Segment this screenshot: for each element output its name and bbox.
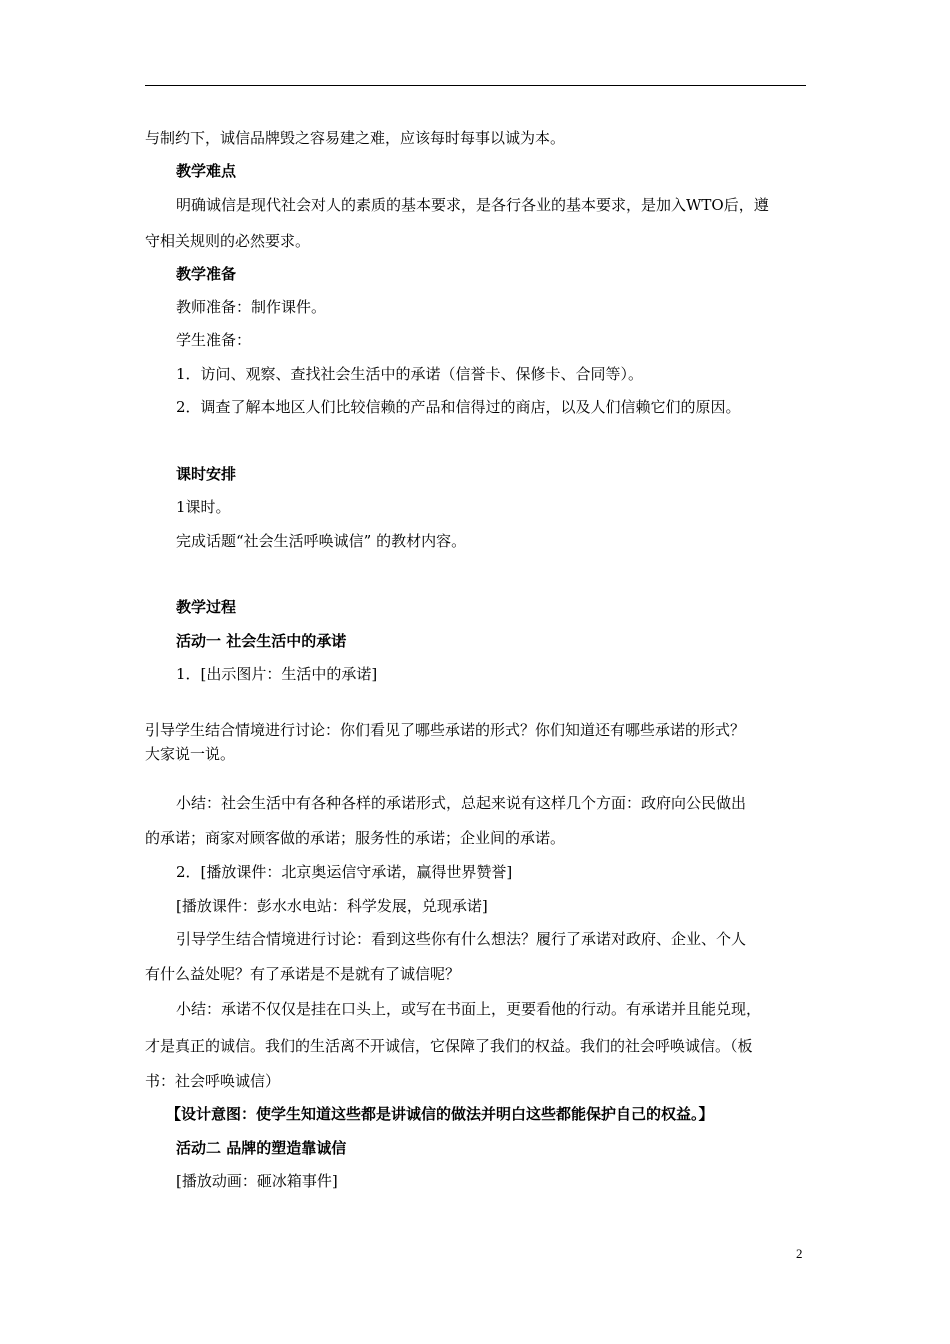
text-line: 才是真正的诚信。我们的生活离不开诚信，它保障了我们的权益。我们的社会呼唤诚信。（板 bbox=[145, 1037, 753, 1055]
text-line: 与制约下，诚信品牌毁之容易建之难，应该每时每事以诚为本。 bbox=[145, 129, 566, 147]
design-intent: 【设计意图：使学生知道这些都是讲诚信的做法并明白这些都能保护自己的权益。】 bbox=[166, 1105, 714, 1123]
activity-heading-2: 活动二 品牌的塑造靠诚信 bbox=[176, 1139, 347, 1157]
text-line: 1课时。 bbox=[176, 498, 231, 516]
list-item: 1．[出示图片：生活中的承诺] bbox=[176, 665, 378, 683]
text-line: [播放动画：砸冰箱事件] bbox=[176, 1172, 338, 1190]
text-line: 完成话题“社会生活呼唤诚信” 的教材内容。 bbox=[176, 532, 467, 550]
text-line: 教师准备：制作课件。 bbox=[176, 298, 327, 316]
page-number: 2 bbox=[796, 1246, 803, 1261]
text-line: 引导学生结合情境进行讨论：看到这些你有什么想法？履行了承诺对政府、企业、个人 bbox=[176, 930, 747, 948]
activity-heading-1: 活动一 社会生活中的承诺 bbox=[176, 632, 347, 650]
list-item: 1．访问、观察、查找社会生活中的承诺（信誉卡、保修卡、合同等）。 bbox=[176, 365, 644, 383]
text-line: 小结：承诺不仅仅是挂在口头上，或写在书面上，更要看他的行动。有承诺并且能兑现， bbox=[176, 1000, 762, 1018]
section-heading-process: 教学过程 bbox=[176, 598, 237, 616]
text-line: 小结：社会生活中有各种各样的承诺形式，总起来说有这样几个方面：政府向公民做出 bbox=[176, 794, 747, 812]
text-line: 大家说一说。 bbox=[145, 745, 236, 763]
list-item: 2．[播放课件：北京奥运信守承诺，赢得世界赞誉] bbox=[176, 863, 513, 881]
section-heading-preparation: 教学准备 bbox=[176, 265, 237, 283]
text-line: 学生准备： bbox=[176, 331, 252, 349]
list-item: 2．调查了解本地区人们比较信赖的产品和信得过的商店，以及人们信赖它们的原因。 bbox=[176, 398, 741, 416]
text-line: 书：社会呼唤诚信） bbox=[145, 1072, 281, 1090]
text-line: 有什么益处呢？有了承诺是不是就有了诚信呢？ bbox=[145, 965, 461, 983]
section-heading-schedule: 课时安排 bbox=[176, 465, 237, 483]
text-line: 守相关规则的必然要求。 bbox=[145, 232, 311, 250]
section-heading-difficulty: 教学难点 bbox=[176, 162, 237, 180]
text-line: 的承诺；商家对顾客做的承诺；服务性的承诺；企业间的承诺。 bbox=[145, 829, 566, 847]
text-line: 引导学生结合情境进行讨论：你们看见了哪些承诺的形式？你们知道还有哪些承诺的形式？ bbox=[145, 721, 746, 739]
text-line: [播放课件：彭水水电站：科学发展，兑现承诺] bbox=[176, 897, 488, 915]
text-line: 明确诚信是现代社会对人的素质的基本要求，是各行各业的基本要求，是加入WTO后，遵 bbox=[176, 196, 769, 214]
header-rule bbox=[145, 85, 806, 86]
